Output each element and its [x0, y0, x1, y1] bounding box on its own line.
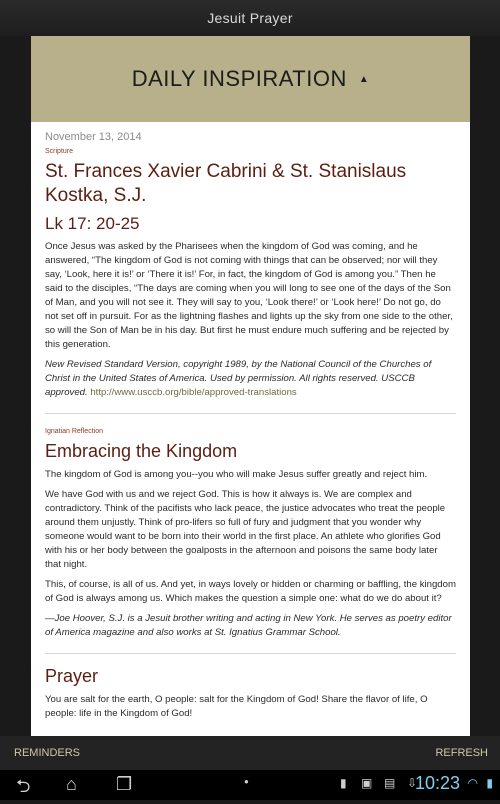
- collapse-triangle-icon[interactable]: ▲: [358, 73, 370, 85]
- app-title-bar: [0, 0, 500, 36]
- copyright-link[interactable]: http://www.usccb.org/bible/approved-translations: [90, 387, 297, 398]
- sd-card-icon: ▮: [340, 776, 347, 790]
- image-icon: ▣: [361, 776, 373, 790]
- menu-dot-icon[interactable]: ●: [244, 777, 249, 786]
- recent-apps-icon[interactable]: ❐: [116, 774, 133, 794]
- entry-date: November 13, 2014: [45, 131, 142, 143]
- copyright-note: [45, 358, 456, 400]
- reflection-paragraph: This, of course, is all of us. And yet, in ways lovely or hidden or charming or baffling, the kingdom of God is always among us. Which makes the question a simple one: what do we do about it?: [45, 579, 456, 604]
- clock: 10:23: [414, 773, 460, 793]
- scripture-reference: Lk 17: 20-25: [45, 214, 140, 233]
- wifi-icon: ◠: [467, 776, 478, 790]
- inspiration-content: [31, 131, 470, 721]
- refresh-button[interactable]: REFRESH: [435, 747, 488, 759]
- panel-header-label: DAILY INSPIRATION: [131, 66, 347, 91]
- scripture-label: Scripture: [45, 148, 74, 155]
- back-icon[interactable]: ⮌: [16, 776, 31, 796]
- reflection-title: Embracing the Kingdom: [45, 441, 238, 461]
- scripture-text: Once Jesus was asked by the Pharisees when the kingdom of God was coming, and he answered, “The kingdom of God is not coming with things that can be observed; nor will they say, ‘Look, here it is!’ or ‘There it is!’ For, in fact, the kingdom of God is among you.” Then he said to the disciples, “The days are coming when you will long to see one of the days of the Son of Man, and you will not see it. They will say to you, ‘Look there!’ or ‘Look here!’ Do not go, do not set off in pursuit. For as the lightning flashes and lights up the sky from one side to the other, so will the Son of Man be in his day. But first he must endure much suffering and be rejected by this generation.: [45, 241, 453, 350]
- battery-icon: ▮: [486, 776, 493, 790]
- bottom-action-bar: [0, 736, 500, 770]
- copyright-text: New Revised Standard Version, copyright 1989, by the National Council of the Churches of Christ in the United States of America. Used by permission. All rights reserved. USCCB approved.: [45, 359, 432, 398]
- home-icon[interactable]: ⌂: [66, 774, 77, 794]
- entry-title: St. Frances Xavier Cabrini & St. Stanislaus Kostka, S.J.: [45, 161, 407, 206]
- prayer-text: You are salt for the earth, O people: salt for the Kingdom of God! Share the flavor of life, O people: life in the Kingdom of God!: [45, 694, 428, 719]
- section-divider: [45, 413, 456, 414]
- prayer-title: Prayer: [45, 666, 99, 686]
- author-note: —Joe Hoover, S.J. is a Jesuit brother writing and acting in New York. He serves as poetry editor of America magazine and also works at St. Ignatius Grammar School.: [45, 613, 452, 638]
- reflection-paragraph: We have God with us and we reject God. This is how it always is. We are complex and contradictory. Think of the pacifists who lack peace, the justice advocates who treat the people around them unjustly. Think of pro-lifers so full of fury and judgment that you wonder why someone would want to be born into their world in the first place. An athlete who glorifies God with his or her body between the goalposts in the afternoon and poisons the same body later that night.: [45, 489, 446, 570]
- reflection-label: Ignatian Reflection: [45, 428, 103, 435]
- app-title: Jesuit Prayer: [207, 10, 293, 26]
- section-divider: [45, 653, 456, 654]
- system-navigation-bar: [0, 770, 500, 800]
- gallery-icon: ▤: [384, 776, 396, 790]
- panel-header[interactable]: [31, 36, 470, 122]
- reminders-button[interactable]: REMINDERS: [14, 747, 81, 759]
- daily-inspiration-panel: [31, 36, 470, 736]
- download-icon: ⇩: [407, 776, 418, 790]
- reflection-paragraph: The kingdom of God is among you--you who will make Jesus suffer greatly and reject him.: [45, 469, 428, 480]
